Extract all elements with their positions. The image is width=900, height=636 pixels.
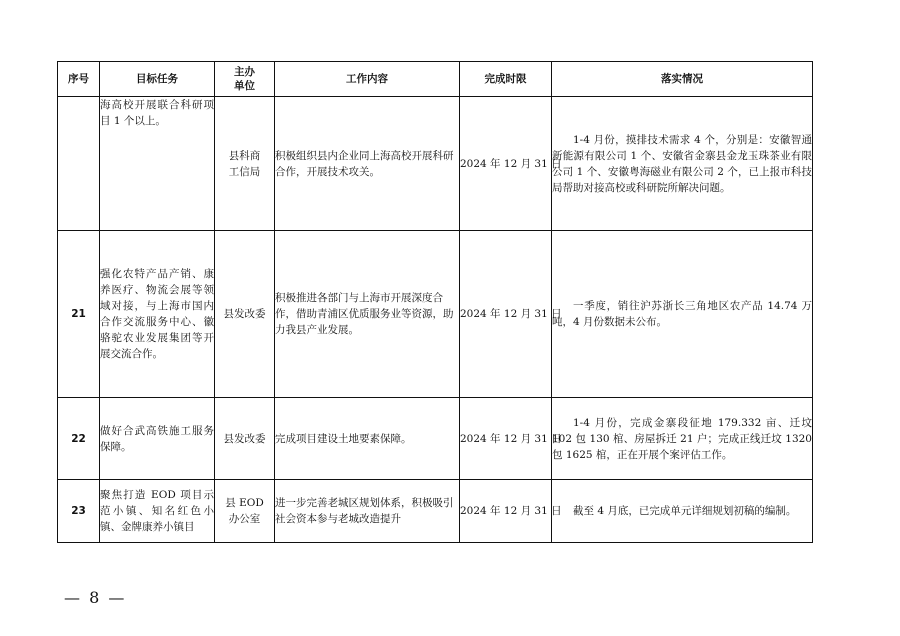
row-work: 积极推进各部门与上海市开展深度合作，借助青浦区优质服务业等资源，助力我县产业发展。 <box>275 231 460 398</box>
row-progress: 1-4 月份，摸排技术需求 4 个，分别是：安徽智通新能源有限公司 1 个、安徽省金寨县金龙玉珠茶业有限公司 1 个、安徽粤海磁业有限公司 2 个，已上报市科技局帮助对接高校或科研院所解决问题。 <box>552 97 813 231</box>
row-unit-line1: 县发改委 <box>223 432 266 445</box>
row-number: 21 <box>58 231 100 398</box>
task-table <box>57 61 813 543</box>
header-work: 工作内容 <box>275 62 460 97</box>
header-deadline: 完成时限 <box>460 62 552 97</box>
row-deadline: 2024 年 12 月 31 日 <box>460 398 552 480</box>
row-unit-line2: 工信局 <box>228 165 261 178</box>
row-target: 强化农特产品产销、康养医疗、物流会展等领域对接，与上海市国内合作交流服务中心、徽骆驼农业发展集团等开展交流合作。 <box>100 231 215 398</box>
row-unit <box>215 231 275 398</box>
row-number: 22 <box>58 398 100 480</box>
row-number: 23 <box>58 480 100 543</box>
row-deadline: 2024 年 12 月 31 日 <box>460 97 552 231</box>
row-work: 完成项目建设土地要素保障。 <box>275 398 460 480</box>
row-unit <box>215 398 275 480</box>
header-unit-line2: 单位 <box>234 80 255 92</box>
row-unit-line1: 县科商 <box>228 149 261 162</box>
header-progress: 落实情况 <box>552 62 813 97</box>
header-no: 序号 <box>58 62 100 97</box>
header-target: 目标任务 <box>100 62 215 97</box>
row-work: 积极组织县内企业同上海高校开展科研合作，开展技术攻关。 <box>275 97 460 231</box>
row-number <box>58 97 100 231</box>
row-deadline: 2024 年 12 月 31 日 <box>460 480 552 543</box>
row-progress: 一季度，销往沪苏浙长三角地区农产品 14.74 万吨，4 月份数据未公布。 <box>552 231 813 398</box>
page-number: — 8 — <box>64 588 127 607</box>
row-unit <box>215 480 275 543</box>
table-row <box>58 231 813 398</box>
header-unit-line1: 主办 <box>234 66 255 78</box>
header-unit <box>215 62 275 97</box>
row-target: 聚焦打造 EOD 项目示范小镇、知名红色小镇、金牌康养小镇目 <box>100 480 215 543</box>
table-header-row <box>58 62 813 97</box>
row-unit <box>215 97 275 231</box>
table-row <box>58 398 813 480</box>
row-deadline: 2024 年 12 月 31 日 <box>460 231 552 398</box>
row-work: 进一步完善老城区规划体系，积极吸引社会资本参与老城改造提升 <box>275 480 460 543</box>
row-unit-line1: 县发改委 <box>223 308 266 320</box>
row-target: 海高校开展联合科研项目 1 个以上。 <box>100 97 215 231</box>
row-unit-line1: 县 EOD <box>225 497 264 509</box>
row-unit-line2: 办公室 <box>228 513 261 525</box>
row-target: 做好合武高铁施工服务保障。 <box>100 398 215 480</box>
table-row <box>58 480 813 543</box>
row-progress: 1-4 月份，完成金寨段征地 179.332 亩、迁坟 102 包 130 棺、房屋拆迁 21 户；完成正线迁坟 1320 包 1625 棺，正在开展个案评估工作。 <box>552 398 813 480</box>
row-progress: 截至 4 月底，已完成单元详细规划初稿的编制。 <box>552 480 813 543</box>
table-row <box>58 97 813 231</box>
